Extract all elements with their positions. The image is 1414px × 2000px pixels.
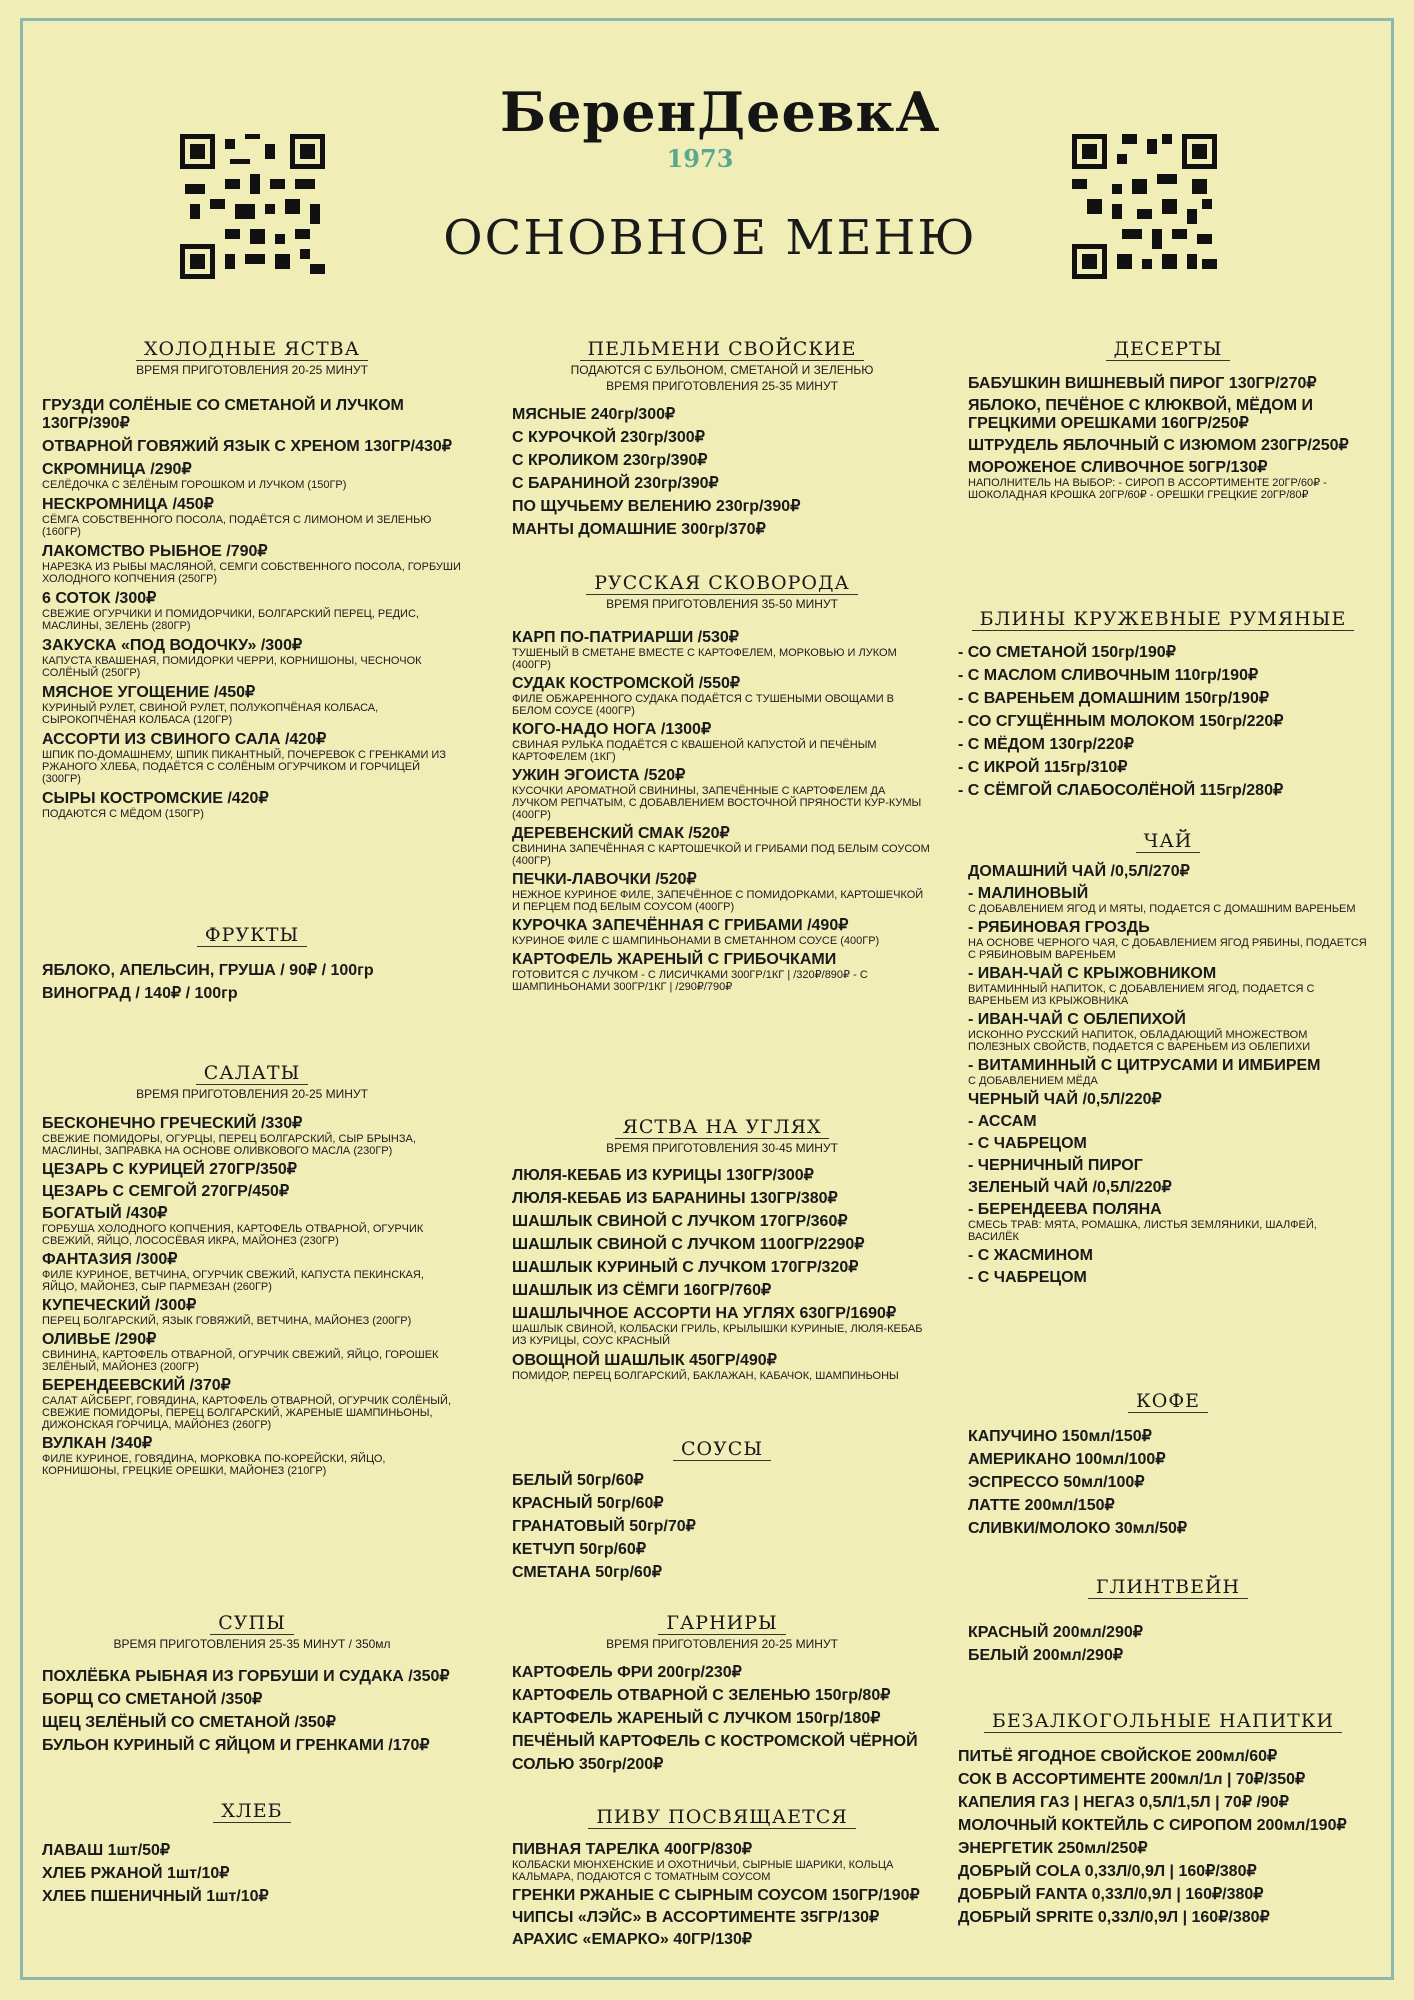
section-mulled — [968, 1576, 1368, 1667]
item-name: БОГАТЫЙ /430₽ — [42, 1205, 168, 1222]
menu-item: МАНТЫ ДОМАШНИЕ 300гр/370₽ — [512, 521, 766, 538]
item-name: ДЕРЕВЕНСКИЙ СМАК /520₽ — [512, 825, 730, 842]
item-name: СКРОМНИЦА /290₽ — [42, 461, 192, 478]
item-description: ИСКОННО РУССКИЙ НАПИТОК, ОБЛАДАЮЩИЙ МНОЖЕСТВОМ ПОЛЕЗНЫХ СВОЙСТВ, ПОДАЕТСЯ С ВАРЕНЬЕМ ИЗ ОБЛЕПИХИ — [968, 1029, 1311, 1053]
item-name: - ИВАН-ЧАЙ С ОБЛЕПИХОЙ — [968, 1011, 1186, 1028]
section-title: ПИВУ ПОСВЯЩАЕТСЯ — [512, 1806, 932, 1829]
item-description: СВИНАЯ РУЛЬКА ПОДАЁТСЯ С КВАШЕНОЙ КАПУСТОЙ И ПЕЧЁНЫМ КАРТОФЕЛЕМ (1КГ) — [512, 739, 877, 763]
item-name: - С ЧАБРЕЦОМ — [968, 1269, 1087, 1286]
menu-item — [968, 375, 1368, 393]
item-description: СМЕСЬ ТРАВ: МЯТА, РОМАШКА, ЛИСТЬЯ ЗЕМЛЯНИКИ, ШАЛФЕЙ, ВАСИЛЁК — [968, 1219, 1317, 1243]
item-list — [958, 641, 1368, 802]
item-name: ШАШЛЫК КУРИНЫЙ С ЛУЧКОМ 170ГР/320₽ — [512, 1259, 859, 1276]
section-title: ФРУКТЫ — [42, 924, 462, 947]
menu-item: АМЕРИКАНО 100мл/100₽ — [968, 1451, 1166, 1468]
menu-item: С КРОЛИКОМ 230гр/390₽ — [512, 452, 708, 469]
section-title: КОФЕ — [968, 1390, 1368, 1413]
section-title: ХОЛОДНЫЕ ЯСТВА — [42, 338, 462, 361]
item-description: КУСОЧКИ АРОМАТНОЙ СВИНИНЫ, ЗАПЕЧЁННЫЕ С КАРТОФЕЛЕМ ДА ЛУЧКОМ РЕПЧАТЫМ, С ДОБАВЛЕНИЕМ ВОСТОЧНОЙ ПРЯНОСТИ КУР-КУМЫ (400ГР) — [512, 785, 922, 821]
qr-code-icon[interactable] — [1072, 134, 1217, 279]
menu-item — [968, 1247, 1368, 1265]
menu-item — [42, 637, 462, 679]
item-name: БЕРЕНДЕЕВСКИЙ /370₽ — [42, 1377, 231, 1394]
item-name: ЗАКУСКА «ПОД ВОДОЧКУ» /300₽ — [42, 637, 303, 654]
item-list — [512, 629, 932, 993]
section-title: РУССКАЯ СКОВОРОДА — [512, 572, 932, 595]
menu-item: СЛИВКИ/МОЛОКО 30мл/50₽ — [968, 1520, 1188, 1537]
section-title: САЛАТЫ — [42, 1062, 462, 1085]
menu-item: БЕЛЫЙ 200мл/290₽ — [968, 1647, 1124, 1664]
section-note: ВРЕМЯ ПРИГОТОВЛЕНИЯ 20-25 МИНУТ — [136, 363, 368, 377]
item-name: - АССАМ — [968, 1113, 1037, 1130]
item-name: БАБУШКИН ВИШНЕВЫЙ ПИРОГ 130ГР/270₽ — [968, 375, 1317, 392]
menu-item: С БАРАНИНОЙ 230гр/390₽ — [512, 475, 719, 492]
menu-item — [968, 1157, 1368, 1175]
menu-item — [42, 1297, 462, 1327]
menu-item: КАПЕЛИЯ ГАЗ | НЕГАЗ 0,5Л/1,5Л | 70₽ /90₽ — [958, 1794, 1289, 1811]
menu-item: С КУРОЧКОЙ 230гр/300₽ — [512, 429, 705, 446]
section-sauces — [512, 1438, 932, 1584]
menu-item: КАПУЧИНО 150мл/150₽ — [968, 1428, 1152, 1445]
item-description: НАПОЛНИТЕЛЬ НА ВЫБОР: - СИРОП В АССОРТИМЕНТЕ 20ГР/60₽ - ШОКОЛАДНАЯ КРОШКА 20ГР/60₽ - ОРЕШКИ ГРЕЦКИЕ 20ГР/80₽ — [968, 477, 1327, 501]
brand-logo — [500, 80, 941, 173]
menu-item: ДОБРЫЙ COLA 0,33Л/0,9Л | 160₽/380₽ — [958, 1863, 1257, 1880]
item-name: ЛЮЛЯ-КЕБАБ ИЗ БАРАНИНЫ 130ГР/380₽ — [512, 1190, 838, 1207]
item-description: НА ОСНОВЕ ЧЕРНОГО ЧАЯ, С ДОБАВЛЕНИЕМ ЯГОД РЯБИНЫ, ПОДАЕТСЯ С РЯБИНОВЫМ ВАРЕНЬЕМ — [968, 937, 1367, 961]
menu-item: КАРТОФЕЛЬ ЖАРЕНЫЙ С ЛУЧКОМ 150гр/180₽ — [512, 1710, 881, 1727]
menu-item: ЯБЛОКО, АПЕЛЬСИН, ГРУША / 90₽ / 100гр — [42, 962, 374, 979]
menu-item — [968, 437, 1368, 455]
item-description: СВИНИНА ЗАПЕЧЁННАЯ С КАРТОШЕЧКОЙ И ГРИБАМИ ПОД БЕЛЫМ СОУСОМ (400ГР) — [512, 843, 930, 867]
item-name: ЧЕРНЫЙ ЧАЙ /0,5Л/220₽ — [968, 1091, 1162, 1108]
brand-name: БеренДеевкА — [500, 80, 941, 144]
menu-item: ВИНОГРАД / 140₽ / 100гр — [42, 985, 238, 1002]
menu-item: ЛАВАШ 1шт/50₽ — [42, 1842, 171, 1859]
menu-item: - С СЁМГОЙ СЛАБОСОЛЁНОЙ 115гр/280₽ — [958, 782, 1284, 799]
menu-item — [512, 675, 932, 717]
menu-item — [42, 1251, 462, 1293]
menu-item — [512, 1259, 932, 1277]
menu-item — [968, 919, 1368, 961]
item-name: - ВИТАМИННЫЙ С ЦИТРУСАМИ И ИМБИРЕМ — [968, 1057, 1321, 1074]
item-list — [958, 1745, 1368, 1929]
menu-item: ЭНЕРГЕТИК 250мл/250₽ — [958, 1840, 1148, 1857]
menu-item — [42, 461, 462, 491]
menu-item: МОЛОЧНЫЙ КОКТЕЙЛЬ С СИРОПОМ 200мл/190₽ — [958, 1817, 1347, 1834]
menu-item — [968, 1011, 1368, 1053]
menu-item — [512, 1167, 932, 1185]
menu-item — [512, 1841, 932, 1883]
item-name: - РЯБИНОВАЯ ГРОЗДЬ — [968, 919, 1150, 936]
item-description: С ДОБАВЛЕНИЕМ ЯГОД И МЯТЫ, ПОДАЕТСЯ С ДОМАШНИМ ВАРЕНЬЕМ — [968, 903, 1356, 915]
item-name: ЧИПСЫ «ЛЭЙС» В АССОРТИМЕНТЕ 35ГР/130₽ — [512, 1909, 880, 1926]
menu-item: - С ИКРОЙ 115гр/310₽ — [958, 759, 1128, 776]
menu-item: ПИТЬЁ ЯГОДНОЕ СВОЙСКОЕ 200мл/60₽ — [958, 1748, 1278, 1765]
menu-item — [512, 1305, 932, 1347]
menu-item: КАРТОФЕЛЬ ФРИ 200гр/230₽ — [512, 1664, 742, 1681]
item-list — [512, 1167, 932, 1382]
menu-item: - СО СМЕТАНОЙ 150гр/190₽ — [958, 644, 1176, 661]
item-description: СЁМГА СОБСТВЕННОГО ПОСОЛА, ПОДАЁТСЯ С ЛИМОНОМ И ЗЕЛЕНЬЮ (160ГР) — [42, 514, 432, 538]
menu-item — [42, 731, 462, 785]
menu-item: КАРТОФЕЛЬ ОТВАРНОЙ С ЗЕЛЕНЬЮ 150гр/80₽ — [512, 1687, 891, 1704]
menu-item — [512, 1909, 932, 1927]
item-description: САЛАТ АЙСБЕРГ, ГОВЯДИНА, КАРТОФЕЛЬ ОТВАРНОЙ, ОГУРЧИК СОЛЁНЫЙ, СВЕЖИЕ ПОМИДОРЫ, ПЕРЕЦ БОЛГАРСКИЙ, ЖАРЕНЫЕ ШАМПИНЬОНЫ, ДИЖОНСКАЯ ГОРЧИЦА, МАЙОНЕЗ (260ГР) — [42, 1395, 451, 1431]
item-description: ФИЛЕ КУРИНОЕ, ГОВЯДИНА, МОРКОВКА ПО-КОРЕЙСКИ, ЯЙЦО, КОРНИШОНЫ, ГРЕЦКИЕ ОРЕШКИ, МАЙОНЕЗ (210ГР) — [42, 1453, 386, 1477]
item-description: СЕЛЁДОЧКА С ЗЕЛЁНЫМ ГОРОШКОМ И ЛУЧКОМ (150ГР) — [42, 479, 347, 491]
menu-item — [512, 721, 932, 763]
item-name: ЯБЛОКО, ПЕЧЁНОЕ С КЛЮКВОЙ, МЁДОМ И ГРЕЦКИМИ ОРЕШКАМИ 160ГР/250₽ — [968, 397, 1314, 432]
menu-item — [512, 917, 932, 947]
section-note: ВРЕМЯ ПРИГОТОВЛЕНИЯ 25-35 МИНУТ — [606, 379, 838, 393]
menu-item — [512, 1213, 932, 1231]
section-beer — [512, 1806, 932, 1953]
item-name: ОВОЩНОЙ ШАШЛЫК 450ГР/490₽ — [512, 1352, 777, 1369]
item-list — [968, 863, 1368, 1287]
menu-item — [968, 1057, 1368, 1087]
item-name: ОТВАРНОЙ ГОВЯЖИЙ ЯЗЫК С ХРЕНОМ 130ГР/430₽ — [42, 438, 452, 455]
item-name: - ЧЕРНИЧНЫЙ ПИРОГ — [968, 1157, 1143, 1174]
menu-item — [42, 1377, 462, 1431]
section-note: ВРЕМЯ ПРИГОТОВЛЕНИЯ 25-35 МИНУТ / 350мл — [113, 1637, 391, 1651]
menu-item: ХЛЕБ РЖАНОЙ 1шт/10₽ — [42, 1865, 230, 1882]
menu-item — [968, 1179, 1368, 1197]
item-description: С ДОБАВЛЕНИЕМ МЁДА — [968, 1075, 1098, 1087]
item-list — [42, 1839, 462, 1908]
section-title: ДЕСЕРТЫ — [968, 338, 1368, 361]
menu-item — [512, 825, 932, 867]
item-name: СЫРЫ КОСТРОМСКИЕ /420₽ — [42, 790, 269, 807]
menu-item: КЕТЧУП 50гр/60₽ — [512, 1541, 647, 1558]
menu-item — [512, 871, 932, 913]
menu-item: ЛАТТЕ 200мл/150₽ — [968, 1497, 1115, 1514]
menu-item — [512, 767, 932, 821]
menu-item — [968, 1269, 1368, 1287]
menu-item — [42, 1183, 462, 1201]
item-name: ЗЕЛЕНЫЙ ЧАЙ /0,5Л/220₽ — [968, 1179, 1172, 1196]
item-description: ПЕРЕЦ БОЛГАРСКИЙ, ЯЗЫК ГОВЯЖИЙ, ВЕТЧИНА, МАЙОНЕЗ (200ГР) — [42, 1315, 412, 1327]
section-note: ВРЕМЯ ПРИГОТОВЛЕНИЯ 30-45 МИНУТ — [606, 1141, 838, 1155]
section-title: СУПЫ — [42, 1612, 462, 1635]
menu-item — [42, 496, 462, 538]
item-name: КАРТОФЕЛЬ ЖАРЕНЫЙ С ГРИБОЧКАМИ — [512, 951, 837, 968]
item-list — [512, 403, 932, 541]
section-pan — [512, 572, 932, 997]
menu-item — [512, 1931, 932, 1949]
menu-item — [968, 459, 1368, 501]
item-list — [968, 1621, 1368, 1667]
item-list — [42, 1115, 462, 1477]
item-name: ШАШЛЫК ИЗ СЁМГИ 160ГР/760₽ — [512, 1282, 772, 1299]
menu-item: КРАСНЫЙ 200мл/290₽ — [968, 1624, 1143, 1641]
section-title: СОУСЫ — [512, 1438, 932, 1461]
item-name: - С ЧАБРЕЦОМ — [968, 1135, 1087, 1152]
item-name: КУПЕЧЕСКИЙ /300₽ — [42, 1297, 197, 1314]
menu-item: БУЛЬОН КУРИНЫЙ С ЯЙЦОМ И ГРЕНКАМИ /170₽ — [42, 1737, 430, 1754]
section-bread — [42, 1800, 462, 1908]
item-name: НЕСКРОМНИЦА /450₽ — [42, 496, 214, 513]
item-name: - ИВАН-ЧАЙ С КРЫЖОВНИКОМ — [968, 965, 1217, 982]
item-name: ШАШЛЫЧНОЕ АССОРТИ НА УГЛЯХ 630ГР/1690₽ — [512, 1305, 897, 1322]
item-name: КУРОЧКА ЗАПЕЧЁННАЯ С ГРИБАМИ /490₽ — [512, 917, 849, 934]
menu-item: ГРАНАТОВЫЙ 50гр/70₽ — [512, 1518, 696, 1535]
item-name: ШАШЛЫК СВИНОЙ С ЛУЧКОМ 1100ГР/2290₽ — [512, 1236, 865, 1253]
item-description: СВЕЖИЕ ОГУРЧИКИ И ПОМИДОРЧИКИ, БОЛГАРСКИЙ ПЕРЕЦ, РЕДИС, МАСЛИНЫ, ЗЕЛЕНЬ (280ГР) — [42, 608, 419, 632]
menu-item — [512, 1236, 932, 1254]
item-name: ЛЮЛЯ-КЕБАБ ИЗ КУРИЦЫ 130ГР/300₽ — [512, 1167, 814, 1184]
section-garnish — [512, 1612, 932, 1776]
item-name: - С ЖАСМИНОМ — [968, 1247, 1093, 1264]
item-name: ГРЕНКИ РЖАНЫЕ С СЫРНЫМ СОУСОМ 150ГР/190₽ — [512, 1887, 920, 1904]
section-desserts — [968, 338, 1368, 505]
menu-item: ХЛЕБ ПШЕНИЧНЫЙ 1шт/10₽ — [42, 1888, 269, 1905]
section-title: ГЛИНТВЕЙН — [968, 1576, 1368, 1599]
item-list — [968, 375, 1368, 501]
item-name: БЕСКОНЕЧНО ГРЕЧЕСКИЙ /330₽ — [42, 1115, 303, 1132]
item-name: ПИВНАЯ ТАРЕЛКА 400ГР/830₽ — [512, 1841, 753, 1858]
menu-item: ЭСПРЕССО 50мл/100₽ — [968, 1474, 1145, 1491]
item-name: ЦЕЗАРЬ С СЕМГОЙ 270ГР/450₽ — [42, 1183, 290, 1200]
item-name: ВУЛКАН /340₽ — [42, 1435, 153, 1452]
item-name: - МАЛИНОВЫЙ — [968, 885, 1089, 902]
section-title: ХЛЕБ — [42, 1800, 462, 1823]
menu-item: ПОХЛЁБКА РЫБНАЯ ИЗ ГОРБУШИ И СУДАКА /350₽ — [42, 1668, 450, 1685]
item-list — [42, 959, 462, 1005]
menu-item: - СО СГУЩЁННЫМ МОЛОКОМ 150гр/220₽ — [958, 713, 1284, 730]
section-coffee — [968, 1390, 1368, 1540]
item-name: УЖИН ЭГОИСТА /520₽ — [512, 767, 686, 784]
item-name: АРАХИС «ЕМАРКО» 40ГР/130₽ — [512, 1931, 753, 1948]
item-description: ВИТАМИННЫЙ НАПИТОК, С ДОБАВЛЕНИЕМ ЯГОД, ПОДАЕТСЯ С ВАРЕНЬЕМ ИЗ КРЫЖОВНИКА — [968, 983, 1315, 1007]
item-name: ШТРУДЕЛЬ ЯБЛОЧНЫЙ С ИЗЮМОМ 230ГР/250₽ — [968, 437, 1349, 454]
section-title: ГАРНИРЫ — [512, 1612, 932, 1635]
item-description: ГОТОВИТСЯ С ЛУЧКОМ - С ЛИСИЧКАМИ 300ГР/1КГ | /320₽/890₽ - С ШАМПИНЬОНАМИ 300ГР/1КГ | /290₽/790₽ — [512, 969, 868, 993]
menu-item — [968, 1113, 1368, 1131]
section-note: ПОДАЮТСЯ С БУЛЬОНОМ, СМЕТАНОЙ И ЗЕЛЕНЬЮ — [570, 363, 874, 377]
section-fruits — [42, 924, 462, 1005]
menu-item — [42, 684, 462, 726]
menu-item — [42, 1161, 462, 1179]
section-title: ЯСТВА НА УГЛЯХ — [512, 1116, 932, 1139]
item-name: ШАШЛЫК СВИНОЙ С ЛУЧКОМ 170ГР/360₽ — [512, 1213, 848, 1230]
menu-item: БОРЩ СО СМЕТАНОЙ /350₽ — [42, 1691, 263, 1708]
menu-header — [0, 0, 1414, 300]
menu-item: ДОБРЫЙ FANTA 0,33Л/0,9Л | 160₽/380₽ — [958, 1886, 1264, 1903]
menu-item — [512, 951, 932, 993]
menu-item — [42, 397, 462, 433]
item-description: ГОРБУША ХОЛОДНОГО КОПЧЕНИЯ, КАРТОФЕЛЬ ОТВАРНОЙ, ОГУРЧИК СВЕЖИЙ, ЯЙЦО, ЛОСОСЁВАЯ ИКРА, МАЙОНЕЗ (230ГР) — [42, 1223, 424, 1247]
item-list — [512, 1841, 932, 1949]
menu-item — [512, 1352, 932, 1382]
item-description: КАПУСТА КВАШЕНАЯ, ПОМИДОРКИ ЧЕРРИ, КОРНИШОНЫ, ЧЕСНОЧОК СОЛЁНЫЙ (250ГР) — [42, 655, 422, 679]
item-description: НАРЕЗКА ИЗ РЫБЫ МАСЛЯНОЙ, СЕМГИ СОБСТВЕННОГО ПОСОЛА, ГОРБУШИ ХОЛОДНОГО КОПЧЕНИЯ (250ГР) — [42, 561, 461, 585]
item-name: МОРОЖЕНОЕ СЛИВОЧНОЕ 50ГР/130₽ — [968, 459, 1268, 476]
section-blini — [958, 608, 1368, 802]
menu-item — [42, 543, 462, 585]
section-pelmeni — [512, 338, 932, 541]
section-note: ВРЕМЯ ПРИГОТОВЛЕНИЯ 20-25 МИНУТ — [606, 1637, 838, 1651]
menu-item — [968, 1091, 1368, 1109]
section-salads — [42, 1062, 462, 1481]
menu-item — [42, 1115, 462, 1157]
item-name: ПЕЧКИ-ЛАВОЧКИ /520₽ — [512, 871, 697, 888]
menu-item: - С МАСЛОМ СЛИВОЧНЫМ 110гр/190₽ — [958, 667, 1259, 684]
section-tea — [968, 830, 1368, 1291]
item-name: ДОМАШНИЙ ЧАЙ /0,5Л/270₽ — [968, 863, 1190, 880]
menu-item — [968, 1201, 1368, 1243]
menu-item: ЩЕЦ ЗЕЛЁНЫЙ СО СМЕТАНОЙ /350₽ — [42, 1714, 336, 1731]
item-name: ГРУЗДИ СОЛЁНЫЕ СО СМЕТАНОЙ И ЛУЧКОМ 130ГР/390₽ — [42, 397, 404, 432]
item-name: МЯСНОЕ УГОЩЕНИЕ /450₽ — [42, 684, 256, 701]
section-drinks — [958, 1710, 1368, 1929]
section-note: ВРЕМЯ ПРИГОТОВЛЕНИЯ 35-50 МИНУТ — [606, 597, 838, 611]
section-title: БЕЗАЛКОГОЛЬНЫЕ НАПИТКИ — [958, 1710, 1368, 1733]
item-description: СВЕЖИЕ ПОМИДОРЫ, ОГУРЦЫ, ПЕРЕЦ БОЛГАРСКИЙ, СЫР БРЫНЗА, МАСЛИНЫ, ЗАПРАВКА НА ОСНОВЕ ОЛИВКОВОГО МАСЛА (230ГР) — [42, 1133, 416, 1157]
item-description: ПОДАЮТСЯ С МЁДОМ (150ГР) — [42, 808, 204, 820]
item-name: 6 СОТОК /300₽ — [42, 590, 157, 607]
menu-item — [968, 885, 1368, 915]
item-name: ОЛИВЬЕ /290₽ — [42, 1331, 157, 1348]
item-description: ШПИК ПО-ДОМАШНЕМУ, ШПИК ПИКАНТНЫЙ, ПОЧЕРЕВОК С ГРЕНКАМИ ИЗ РЖАНОГО ХЛЕБА, ПОДАЁТСЯ С СОЛЁНЫМ ОГУРЧИКОМ И ГОРЧИЦЕЙ (300ГР) — [42, 749, 446, 785]
item-list — [42, 1665, 462, 1757]
item-description: ФИЛЕ КУРИНОЕ, ВЕТЧИНА, ОГУРЧИК СВЕЖИЙ, КАПУСТА ПЕКИНСКАЯ, ЯЙЦО, МАЙОНЕЗ, СЫР ПАРМЕЗАН (260ГР) — [42, 1269, 424, 1293]
menu-item — [512, 1887, 932, 1905]
item-name: ЛАКОМСТВО РЫБНОЕ /790₽ — [42, 543, 268, 560]
menu-item: КРАСНЫЙ 50гр/60₽ — [512, 1495, 664, 1512]
item-name: ЦЕЗАРЬ С КУРИЦЕЙ 270ГР/350₽ — [42, 1161, 297, 1178]
brand-year: 1973 — [666, 144, 734, 173]
item-description: СВИНИНА, КАРТОФЕЛЬ ОТВАРНОЙ, ОГУРЧИК СВЕЖИЙ, ЯЙЦО, ГОРОШЕК ЗЕЛЁНЫЙ, МАЙОНЕЗ (200ГР) — [42, 1349, 439, 1373]
menu-item — [968, 863, 1368, 881]
page-title: ОСНОВНОЕ МЕНЮ — [443, 210, 977, 266]
section-soups — [42, 1612, 462, 1757]
menu-item — [42, 590, 462, 632]
item-description: ТУШЕНЫЙ В СМЕТАНЕ ВМЕСТЕ С КАРТОФЕЛЕМ, МОРКОВЬЮ И ЛУКОМ (400ГР) — [512, 647, 897, 671]
menu-item: ДОБРЫЙ SPRITE 0,33Л/0,9Л | 160₽/380₽ — [958, 1909, 1270, 1926]
item-list — [42, 397, 462, 820]
menu-item: ПЕЧЁНЫЙ КАРТОФЕЛЬ С КОСТРОМСКОЙ ЧЁРНОЙ СОЛЬЮ 350гр/200₽ — [512, 1733, 918, 1773]
item-description: КУРИНОЕ ФИЛЕ С ШАМПИНЬОНАМИ В СМЕТАННОМ СОУСЕ (400ГР) — [512, 935, 880, 947]
menu-item: МЯСНЫЕ 240гр/300₽ — [512, 406, 676, 423]
item-name: КОГО-НАДО НОГА /1300₽ — [512, 721, 712, 738]
item-description: ШАШЛЫК СВИНОЙ, КОЛБАСКИ ГРИЛЬ, КРЫЛЫШКИ КУРИНЫЕ, ЛЮЛЯ-КЕБАБ ИЗ КУРИЦЫ, СОУС КРАСНЫЙ — [512, 1323, 923, 1347]
section-title: БЛИНЫ КРУЖЕВНЫЕ РУМЯНЫЕ — [958, 608, 1368, 631]
menu-item — [42, 438, 462, 456]
section-note: ВРЕМЯ ПРИГОТОВЛЕНИЯ 20-25 МИНУТ — [136, 1087, 368, 1101]
item-list — [512, 1661, 932, 1776]
menu-item — [512, 1190, 932, 1208]
item-description: КОЛБАСКИ МЮНХЕНСКИЕ И ОХОТНИЧЬИ, СЫРНЫЕ ШАРИКИ, КОЛЬЦА КАЛЬМАРА, ПОДАЮТСЯ С ТОМАТНЫМ СОУСОМ — [512, 1859, 894, 1883]
menu-item: - С ВАРЕНЬЕМ ДОМАШНИМ 150гр/190₽ — [958, 690, 1270, 707]
item-description: НЕЖНОЕ КУРИНОЕ ФИЛЕ, ЗАПЕЧЁННОЕ С ПОМИДОРКАМИ, КАРТОШЕЧКОЙ И ПЕРЦЕМ ПОД БЕЛЫМ СОУСОМ (400ГР) — [512, 889, 924, 913]
menu-item — [42, 1331, 462, 1373]
menu-item — [968, 397, 1368, 433]
item-list — [968, 1425, 1368, 1540]
section-title: ЧАЙ — [968, 830, 1368, 853]
item-list — [512, 1469, 932, 1584]
item-description: ПОМИДОР, ПЕРЕЦ БОЛГАРСКИЙ, БАКЛАЖАН, КАБАЧОК, ШАМПИНЬОНЫ — [512, 1370, 899, 1382]
menu-item — [42, 790, 462, 820]
item-description: КУРИНЫЙ РУЛЕТ, СВИНОЙ РУЛЕТ, ПОЛУКОПЧЁНАЯ КОЛБАСА, СЫРОКОПЧЁНАЯ КОЛБАСА (120ГР) — [42, 702, 379, 726]
menu-item: ПО ЩУЧЬЕМУ ВЕЛЕНИЮ 230гр/390₽ — [512, 498, 801, 515]
section-grill — [512, 1116, 932, 1387]
item-name: АССОРТИ ИЗ СВИНОГО САЛА /420₽ — [42, 731, 327, 748]
menu-item: СМЕТАНА 50гр/60₽ — [512, 1564, 662, 1581]
menu-item — [42, 1435, 462, 1477]
section-title: ПЕЛЬМЕНИ СВОЙСКИЕ — [512, 338, 932, 361]
menu-item — [512, 1282, 932, 1300]
menu-item — [968, 965, 1368, 1007]
menu-item: - С МЁДОМ 130гр/220₽ — [958, 736, 1134, 753]
menu-item: БЕЛЫЙ 50гр/60₽ — [512, 1472, 644, 1489]
menu-item — [42, 1205, 462, 1247]
section-cold — [42, 338, 462, 825]
menu-item — [512, 629, 932, 671]
item-name: КАРП ПО-ПАТРИАРШИ /530₽ — [512, 629, 739, 646]
item-description: ФИЛЕ ОБЖАРЕННОГО СУДАКА ПОДАЁТСЯ С ТУШЕНЫМИ ОВОЩАМИ В БЕЛОМ СОУСЕ (400ГР) — [512, 693, 895, 717]
item-name: - БЕРЕНДЕЕВА ПОЛЯНА — [968, 1201, 1162, 1218]
item-name: СУДАК КОСТРОМСКОЙ /550₽ — [512, 675, 741, 692]
menu-item — [968, 1135, 1368, 1153]
menu-item: СОК В АССОРТИМЕНТЕ 200мл/1л | 70₽/350₽ — [958, 1771, 1306, 1788]
item-name: ФАНТАЗИЯ /300₽ — [42, 1251, 178, 1268]
qr-code-icon[interactable] — [180, 134, 325, 279]
